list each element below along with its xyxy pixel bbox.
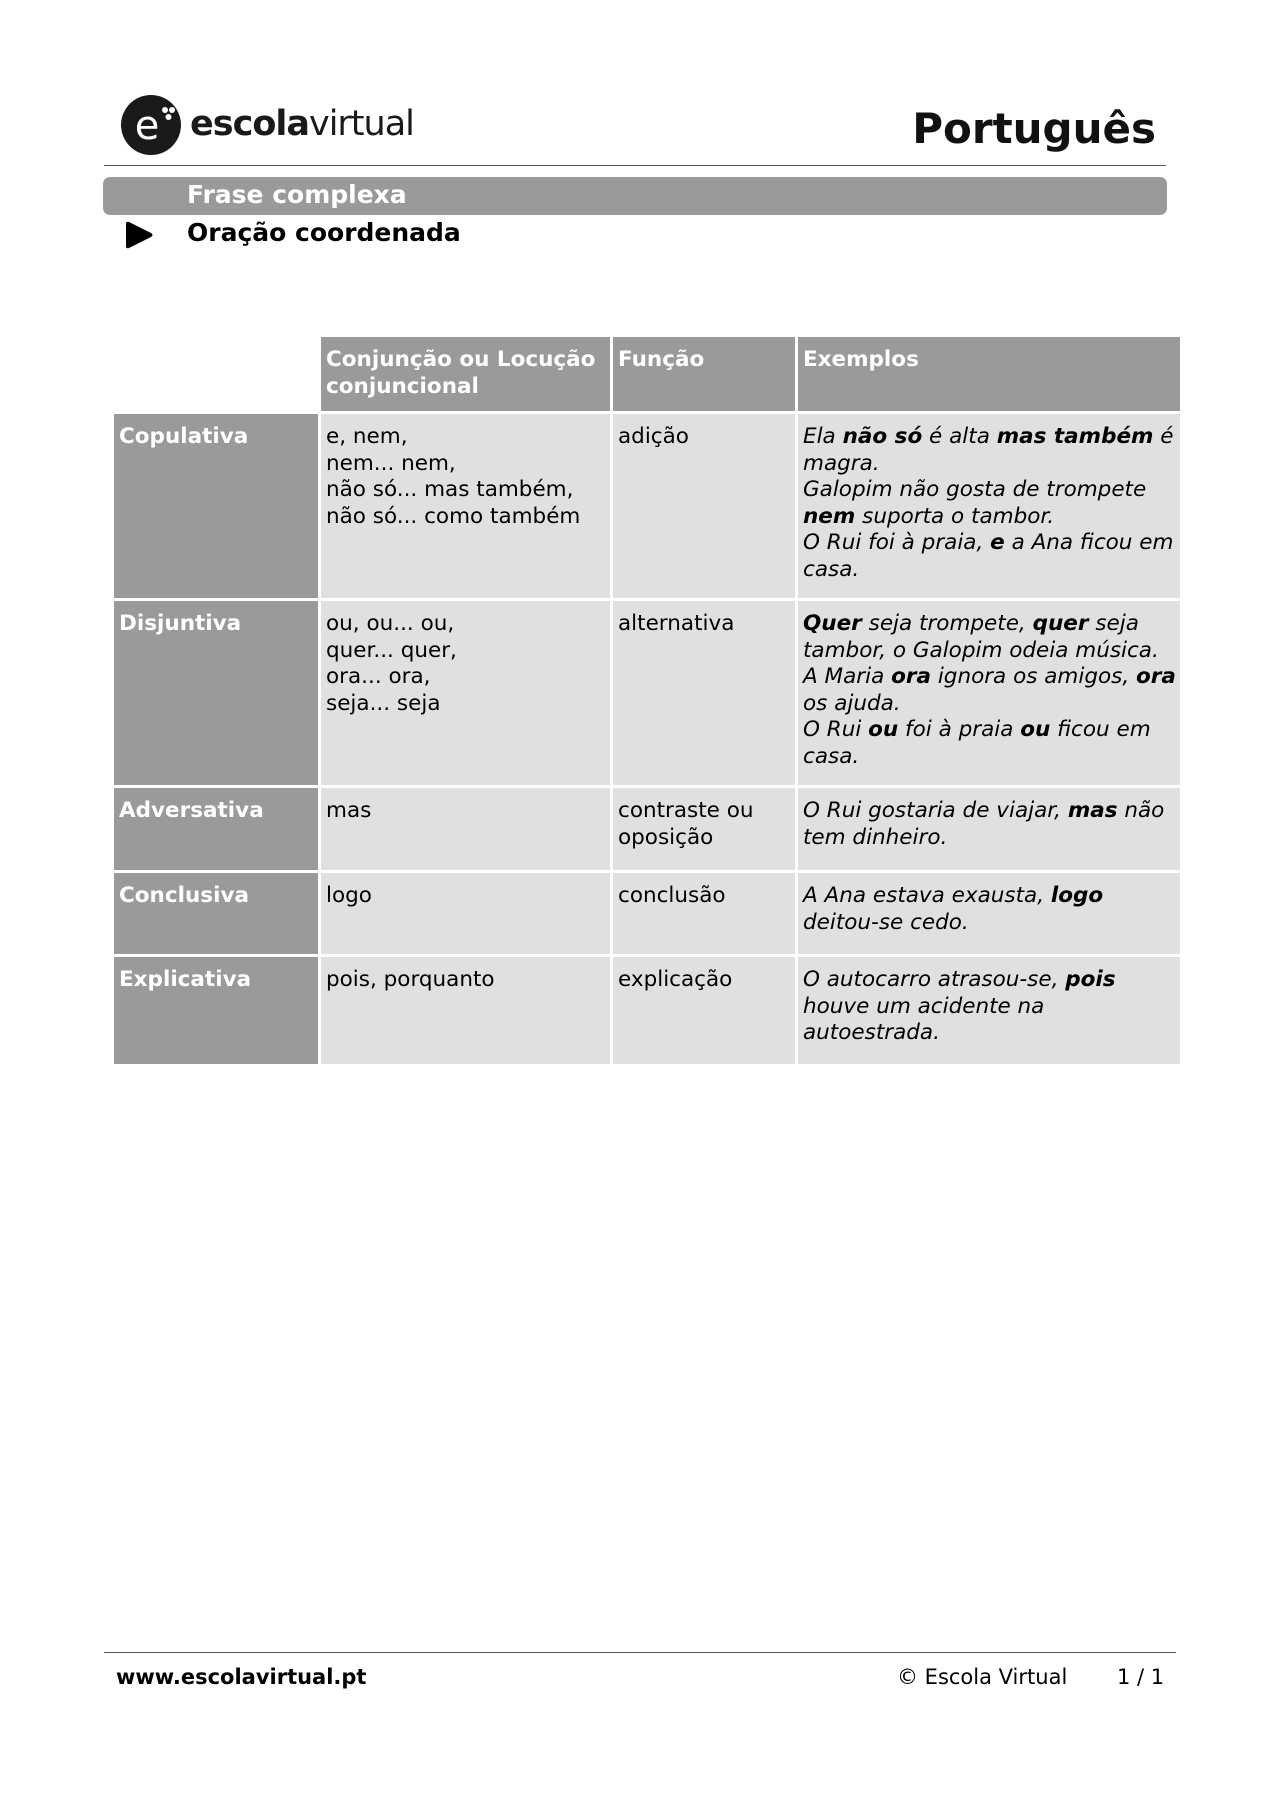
- example-conjunction: Quer: [803, 611, 862, 636]
- logo-wordmark: escolavirtual: [190, 104, 414, 144]
- table-row: [114, 957, 1180, 1064]
- function-cell: alternativa: [613, 601, 795, 785]
- example-text: O Rui foi à praia,: [803, 530, 991, 555]
- examples-cell: [798, 601, 1180, 785]
- example-text: A Ana estava exausta,: [803, 883, 1051, 908]
- table-header-row: [114, 337, 1180, 411]
- bottom-divider: [104, 1652, 1176, 1653]
- conjunction-item: mas: [326, 798, 372, 823]
- conjunction-cell: [321, 601, 610, 785]
- row-label: Adversativa: [114, 788, 318, 870]
- conjunction-cell: [321, 788, 610, 870]
- column-header-examples: Exemplos: [798, 337, 1180, 411]
- conjunction-item: logo: [326, 883, 372, 908]
- table-corner: [114, 337, 318, 411]
- footer-url-link[interactable]: www.escolavirtual.pt: [116, 1665, 367, 1689]
- svg-text:e: e: [134, 103, 160, 149]
- example-conjunction: ou: [868, 717, 899, 742]
- escolavirtual-logo-mark: [120, 92, 184, 156]
- example-sentence: [803, 967, 1176, 1047]
- example-sentence: [803, 530, 1176, 583]
- table-row: [114, 601, 1180, 785]
- row-label: Explicativa: [114, 957, 318, 1064]
- row-label: Disjuntiva: [114, 601, 318, 785]
- conjunction-item: ou, ou... ou,: [326, 611, 455, 636]
- conjunction-item: não só... como também: [326, 503, 581, 529]
- row-label: Copulativa: [114, 414, 318, 598]
- example-conjunction: e: [990, 530, 1005, 555]
- table-row: [114, 788, 1180, 870]
- example-conjunction: nem: [803, 503, 856, 529]
- column-header-conjunction: Conjunção ou Locução conjuncional: [321, 337, 610, 411]
- example-text: houve um acidente na autoestrada.: [803, 993, 1045, 1045]
- example-text: deitou-se cedo.: [803, 909, 969, 935]
- conjunction-item: pois, porquanto: [326, 967, 495, 992]
- example-conjunction: pois: [1065, 967, 1116, 992]
- example-conjunction: mas também: [996, 424, 1154, 449]
- example-text: seja tambor, o Galopim odeia música.: [803, 611, 1159, 663]
- example-sentence: [803, 798, 1176, 851]
- example-sentence: [803, 664, 1176, 717]
- conjunction-item: quer... quer,: [326, 637, 457, 663]
- example-text: O Rui gostaria de viajar,: [803, 798, 1068, 823]
- conjunction-cell: [321, 957, 610, 1064]
- example-sentence: [803, 883, 1176, 936]
- footer-page-number: 1 / 1: [1117, 1665, 1165, 1689]
- example-conjunction: mas: [1067, 798, 1118, 823]
- example-sentence: [803, 717, 1176, 770]
- example-text: A Maria: [803, 664, 892, 689]
- conjunction-table: [111, 334, 1183, 1067]
- conjunction-cell: [321, 873, 610, 954]
- example-text: Ela: [803, 424, 843, 449]
- table-row: [114, 873, 1180, 954]
- function-cell: adição: [613, 414, 795, 598]
- example-conjunction: ora: [891, 664, 931, 689]
- conjunction-item: ora... ora,: [326, 664, 431, 689]
- example-text: é alta: [922, 424, 997, 449]
- example-text: a Ana ficou em casa.: [803, 530, 1174, 582]
- subject-title: Português: [912, 104, 1156, 153]
- play-arrow-icon: [123, 219, 155, 251]
- function-cell: contraste ou oposição: [613, 788, 795, 870]
- examples-cell: [798, 957, 1180, 1064]
- example-sentence: [803, 477, 1176, 530]
- example-text: os ajuda.: [803, 690, 901, 716]
- example-conjunction: ou: [1020, 717, 1051, 742]
- example-text: suporta o tambor.: [855, 503, 1055, 529]
- conjunction-item: não só... mas também,: [326, 477, 574, 502]
- example-conjunction: não só: [842, 424, 923, 449]
- table-row: [114, 414, 1180, 598]
- example-text: ficou em casa.: [803, 717, 1151, 769]
- row-label: Conclusiva: [114, 873, 318, 954]
- section-subtitle: Oração coordenada: [187, 218, 461, 247]
- example-text: O Rui: [803, 717, 869, 742]
- example-text: foi à praia: [898, 717, 1021, 742]
- example-text: não tem dinheiro.: [803, 798, 1165, 850]
- conjunction-cell: [321, 414, 610, 598]
- example-sentence: [803, 424, 1176, 477]
- column-header-function: Função: [613, 337, 795, 411]
- example-text: Galopim não gosta de trompete: [803, 477, 1147, 502]
- function-cell: explicação: [613, 957, 795, 1064]
- example-text: seja trompete,: [861, 611, 1033, 636]
- footer-copyright: © Escola Virtual: [897, 1665, 1068, 1689]
- examples-cell: [798, 873, 1180, 954]
- examples-cell: [798, 414, 1180, 598]
- example-text: O autocarro atrasou-se,: [803, 967, 1066, 992]
- function-cell: conclusão: [613, 873, 795, 954]
- example-text: ignora os amigos,: [930, 664, 1137, 689]
- example-conjunction: quer: [1032, 611, 1089, 636]
- section-title: Frase complexa: [187, 180, 407, 209]
- example-sentence: [803, 611, 1176, 664]
- example-conjunction: logo: [1050, 883, 1104, 908]
- conjunction-item: nem... nem,: [326, 450, 456, 476]
- escolavirtual-logo: [120, 92, 414, 156]
- examples-cell: [798, 788, 1180, 870]
- example-text: é magra.: [803, 424, 1174, 476]
- conjunction-item: seja... seja: [326, 690, 441, 716]
- conjunction-item: e, nem,: [326, 424, 408, 449]
- top-divider: [104, 165, 1166, 166]
- example-conjunction: ora: [1136, 664, 1176, 689]
